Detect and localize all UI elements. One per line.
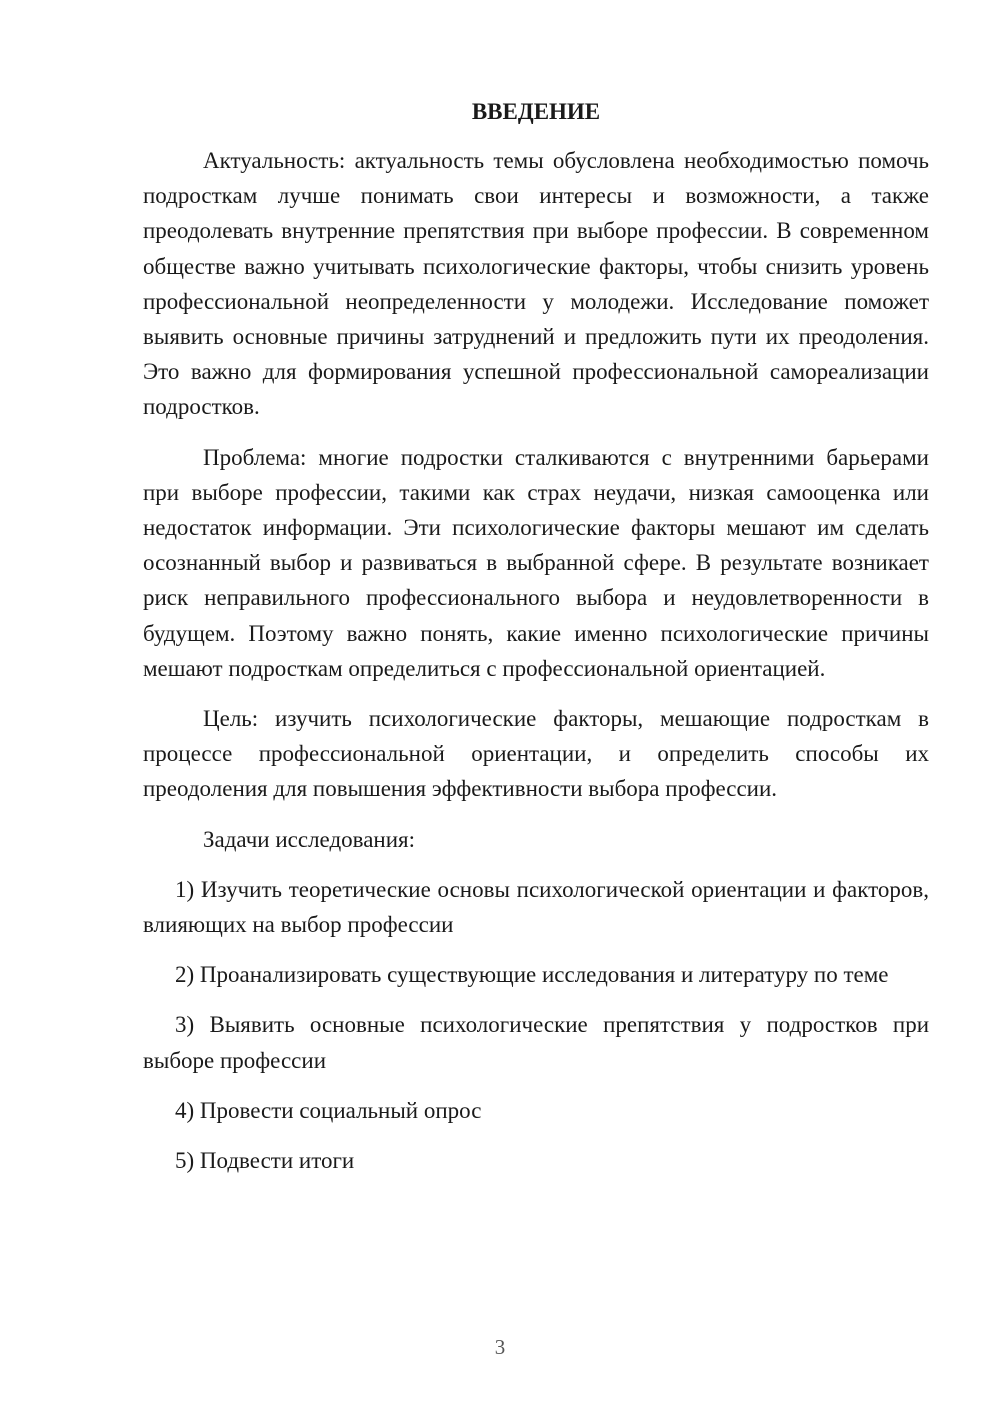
section-heading: ВВЕДЕНИЕ [471, 99, 601, 124]
task-item-4: 4) Провести социальный опрос [175, 1097, 482, 1123]
task-item-3: 3) Выявить основные психологические препятствия у подростков при выборе профессии [143, 1012, 929, 1073]
tasks-heading: Задачи исследования: [203, 826, 416, 852]
paragraph-relevance: Актуальность: актуальность темы обусловлена необходимостью помочь подросткам лучше понимать свои интересы и возможности, а также преодолевать внутренние препятствия при выборе профессии. В современном обществе важно учитывать психологические факторы, чтобы снизить уровень профессиональной неопределенности у молодежи. Исследование поможет выявить основные причины затруднений и предложить пути их преодоления. Это важно для формирования успешной профессиональной самореализации подростков. [143, 148, 929, 420]
task-item-5: 5) Подвести итоги [175, 1148, 355, 1174]
paragraph-goal: Цель: изучить психологические факторы, мешающие подросткам в процессе профессиональной ориентации, и определить способы их преодоления для повышения эффективности выбора профессии. [143, 706, 929, 802]
paragraph-problem: Проблема: многие подростки сталкиваются с внутренними барьерами при выборе профессии, такими как страх неудачи, низкая самооценка или недостаток информации. Эти психологические факторы мешают им сделать осознанный выбор и развиваться в выбранной сфере. В результате возникает риск неправильного профессионального выбора и неудовлетворенности в будущем. Поэтому важно понять, какие именно психологические причины мешают подросткам определиться с профессиональной ориентацией. [143, 444, 929, 681]
page-number: 3 [494, 1335, 506, 1359]
task-item-1: 1) Изучить теоретические основы психологической ориентации и факторов, влияющих на выбор профессии [143, 876, 929, 938]
body-text [143, 143, 929, 1178]
task-item-2: 2) Проанализировать существующие исследования и литературу по теме [175, 962, 889, 988]
